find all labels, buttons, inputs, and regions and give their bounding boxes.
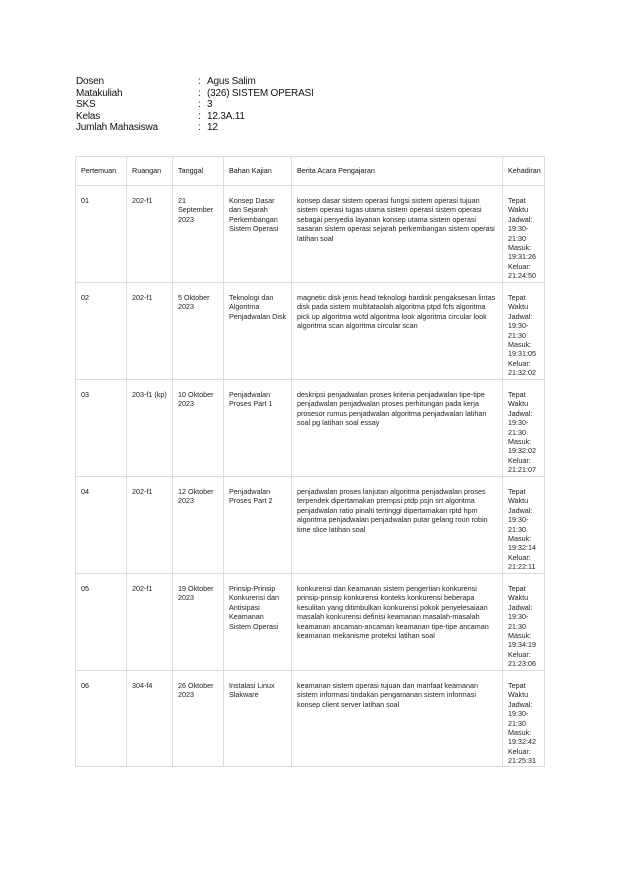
info-row-credits <box>76 99 314 111</box>
cell-meeting: 02 <box>76 283 127 380</box>
attendance-in: Masuk: 19:32:02 <box>508 437 536 456</box>
info-colon: : <box>198 87 201 99</box>
info-label: Jumlah Mahasiswa <box>76 122 158 133</box>
attendance-out: Keluar: 21:25:31 <box>508 746 536 766</box>
course-info <box>76 76 314 134</box>
header-room: Ruangan <box>127 157 173 186</box>
attendance-out: Keluar: 21:21:07 <box>508 455 536 475</box>
info-value: 12.3A.11 <box>207 110 245 122</box>
cell-room: 304-f4 <box>127 671 173 767</box>
attendance-out: Keluar: 21:24:50 <box>508 261 536 281</box>
cell-meeting: 05 <box>76 574 127 671</box>
attendance-in: Masuk: 19:32:42 <box>508 728 536 747</box>
cell-attendance <box>503 671 545 767</box>
attendance-schedule: Jadwal: 19:30-21:30 <box>508 311 533 340</box>
cell-meeting: 06 <box>76 671 127 767</box>
info-label: Kelas <box>76 110 101 122</box>
table-row <box>76 186 545 283</box>
attendance-status: Tepat Waktu <box>508 196 529 215</box>
header-topic: Bahan Kajian <box>224 157 292 186</box>
attendance-schedule: Jadwal: 19:30-21:30 <box>508 505 533 534</box>
cell-room: 202-f1 <box>127 574 173 671</box>
info-row-lecturer <box>76 76 314 88</box>
info-colon: : <box>198 122 201 133</box>
cell-date: 12 Oktober 2023 <box>173 477 224 574</box>
cell-report: deskripsi penjadwalan proses kriteria penjadwalan tipe-tipe penjadwalan penjadwalan proses perhitungan pada kerja prosesor rumus penjadwalan algoritma penjadwalan latihan soal pg latihan soal essay <box>292 380 503 477</box>
cell-topic: Penjadwalan Proses Part 1 <box>224 380 292 477</box>
attendance-in: Masuk: 19:31:05 <box>508 340 536 359</box>
info-label: SKS <box>76 99 96 110</box>
attendance-schedule: Jadwal: 19:30-21:30 <box>508 214 533 243</box>
cell-meeting: 03 <box>76 380 127 477</box>
table-row <box>76 283 545 380</box>
info-colon: : <box>198 76 201 87</box>
table-row <box>76 574 545 671</box>
attendance-status: Tepat Waktu <box>508 487 529 506</box>
cell-attendance <box>503 477 545 574</box>
teaching-log-table <box>75 156 545 767</box>
info-value: 3 <box>207 99 213 110</box>
info-row-course <box>76 88 314 100</box>
info-value: (326) SISTEM OPERASI <box>207 87 314 99</box>
cell-date: 26 Oktober 2023 <box>173 671 224 767</box>
cell-report: magnetic disk jenis head teknologi hardisk pengaksesan lintas disk pada sistem multitataolah algoritma ptpd fcfs algoritma pick up algoritma wctd algoritma look algoritma circular look algoritma scan algoritma circular scan <box>292 283 503 380</box>
table-row <box>76 477 545 574</box>
info-label: Matakuliah <box>76 87 123 99</box>
cell-topic: Penjadwalan Proses Part 2 <box>224 477 292 574</box>
cell-meeting: 04 <box>76 477 127 574</box>
table-row <box>76 671 545 767</box>
info-value: Agus Salim <box>207 76 256 87</box>
cell-report: konkurensi dan keamanan sistem pengertian konkurensi prinsip-prinsip konkurensi konteks konkurensi beberapa kesulitan yang ditimbulkan konkurensi pokok penyelesaiaan masalah konkurensi definisi keamanan masalah-masalah keamanan ancaman-ancaman keamanan tipe-tipe ancaman keamanan mekanisme proteksi latihan soal <box>292 574 503 671</box>
info-colon: : <box>198 99 201 110</box>
cell-topic: Teknologi dan Algoritma Penjadwalan Disk <box>224 283 292 380</box>
attendance-out: Keluar: 21:23:06 <box>508 649 536 669</box>
cell-date: 10 Oktober 2023 <box>173 380 224 477</box>
attendance-status: Tepat Waktu <box>508 293 529 312</box>
attendance-out: Keluar: 21:32:02 <box>508 358 536 378</box>
cell-topic: Prinsip-Prinsip Konkurensi dan Antisipasi Keamanan Sistem Operasi <box>224 574 292 671</box>
cell-report: penjadwalan proses lanjutan algoritma penjadwalan proses terpendek dipertamakan prempsi ptdp psjn srt algoritma penjadwalan ratio pinalti tertinggi dipertamakan rptd hpm algoritma penjadwalan penjadwalan putar gelang roun robin time slice latihan soal <box>292 477 503 574</box>
cell-attendance <box>503 283 545 380</box>
table-row <box>76 380 545 477</box>
cell-topic: Konsep Dasar dan Sejarah Perkembangan Sistem Operasi <box>224 186 292 283</box>
attendance-in: Masuk: 19:32:14 <box>508 534 536 553</box>
table-header-row <box>76 157 545 186</box>
info-value: 12 <box>207 122 218 133</box>
cell-date: 21 September 2023 <box>173 186 224 283</box>
attendance-status: Tepat Waktu <box>508 681 529 700</box>
cell-attendance <box>503 574 545 671</box>
cell-attendance <box>503 380 545 477</box>
info-row-students <box>76 122 314 134</box>
info-label: Dosen <box>76 76 104 87</box>
cell-date: 19 Oktober 2023 <box>173 574 224 671</box>
cell-attendance <box>503 186 545 283</box>
cell-topic: Instalasi Linux Slakware <box>224 671 292 767</box>
header-date: Tanggal <box>173 157 224 186</box>
cell-report: keamanan sistem operasi tujuan dan manfaat keamanan sistem informasi tindakan pengamanan sistem informasi konsep client server latihan soal <box>292 671 503 767</box>
header-attendance: Kehadiran <box>503 157 545 186</box>
attendance-in: Masuk: 19:31:26 <box>508 243 536 262</box>
cell-date: 5 Oktober 2023 <box>173 283 224 380</box>
info-colon: : <box>198 110 201 122</box>
header-meeting: Pertemuan <box>76 157 127 186</box>
cell-room: 203-f1 (kp) <box>127 380 173 477</box>
cell-report: konsep dasar sistem operasi fungsi sistem operasi tujuan sistem operasi tugas utama sistem operasi sistem operasi sebagai penyedia layanan konsep utama sistem operasi sasaran sistem operasi sejarah perkembangan sistem operasi latihan soal <box>292 186 503 283</box>
cell-room: 202-f1 <box>127 283 173 380</box>
attendance-schedule: Jadwal: 19:30-21:30 <box>508 408 533 437</box>
cell-meeting: 01 <box>76 186 127 283</box>
attendance-out: Keluar: 21:22:11 <box>508 552 536 572</box>
attendance-status: Tepat Waktu <box>508 390 529 409</box>
info-row-class <box>76 111 314 123</box>
attendance-schedule: Jadwal: 19:30-21:30 <box>508 699 533 728</box>
header-report: Berita Acara Pengajaran <box>292 157 503 186</box>
cell-room: 202-f1 <box>127 477 173 574</box>
cell-room: 202-f1 <box>127 186 173 283</box>
attendance-in: Masuk: 19:34:19 <box>508 631 536 650</box>
attendance-schedule: Jadwal: 19:30-21:30 <box>508 602 533 631</box>
attendance-status: Tepat Waktu <box>508 584 529 603</box>
